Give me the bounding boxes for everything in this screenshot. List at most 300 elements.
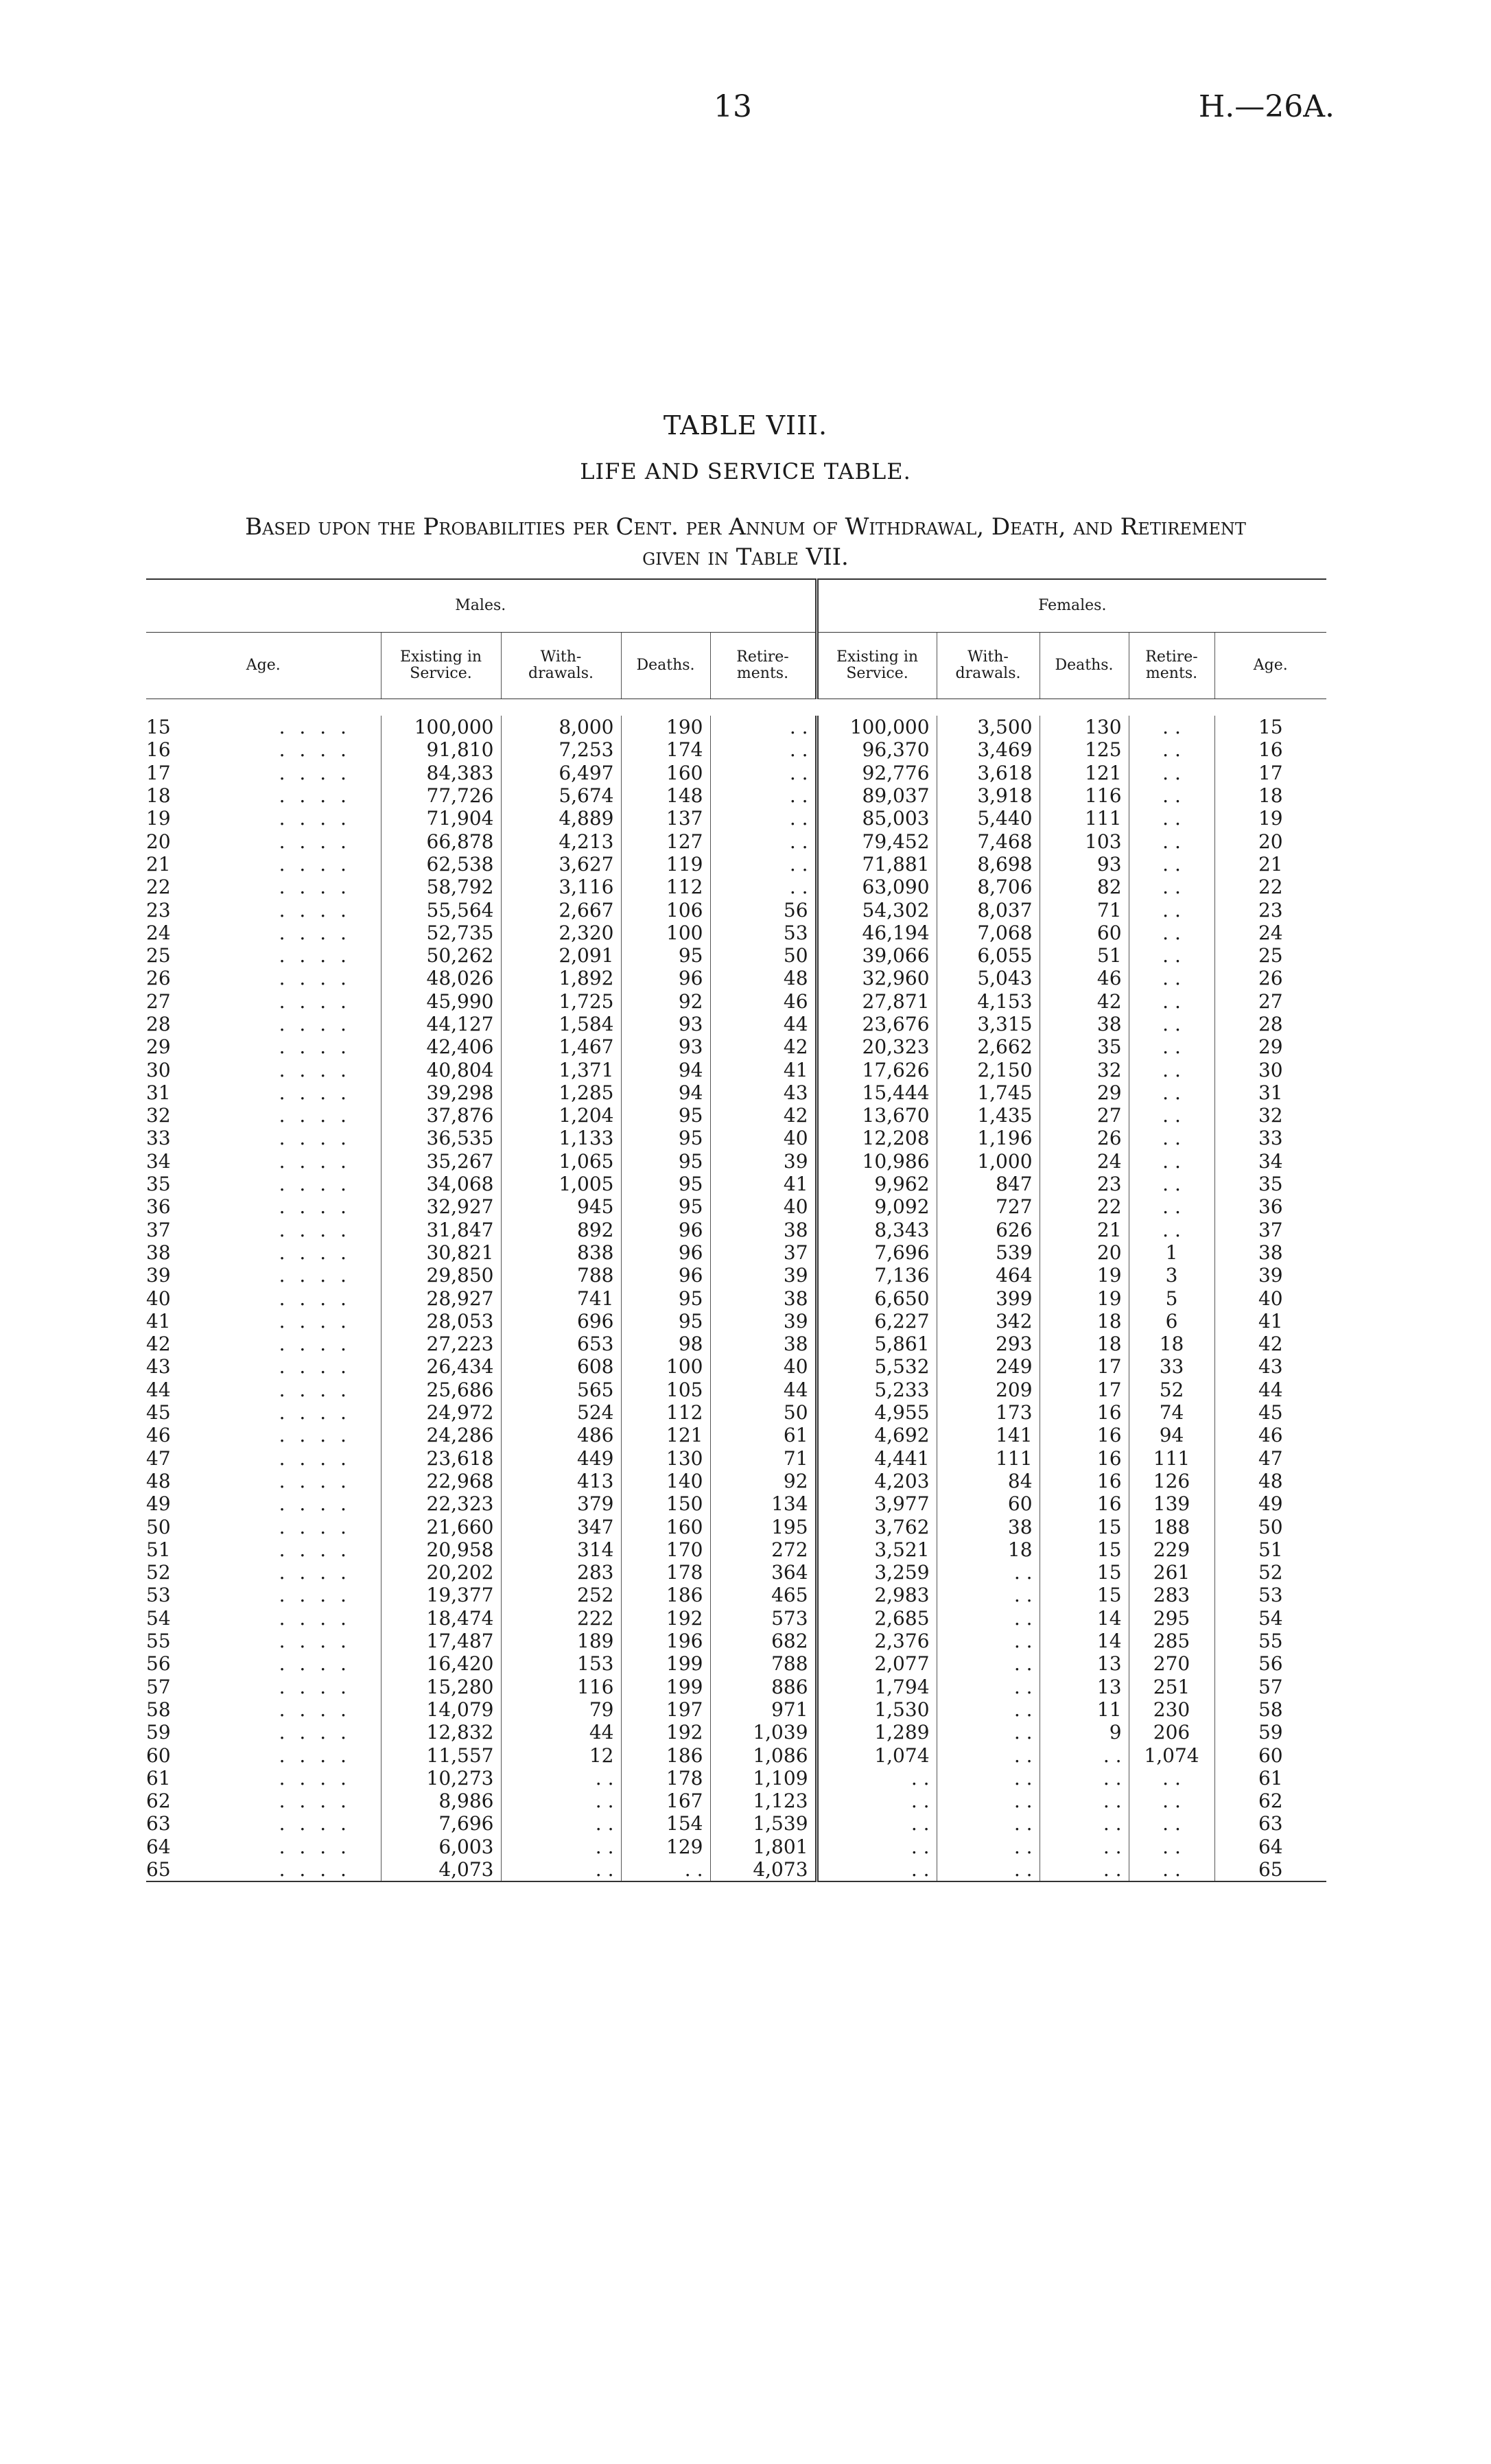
males-withdrawals-cell: 1,005 xyxy=(501,1173,621,1195)
row-age-cell: 34 xyxy=(146,1149,171,1173)
males-withdrawals-cell: 347 xyxy=(501,1515,621,1538)
females-deaths-cell: 103 xyxy=(1040,830,1129,852)
table-row xyxy=(146,1104,1326,1127)
table-row xyxy=(146,1675,1326,1698)
females-retirements-cell: 5 xyxy=(1129,1287,1214,1309)
females-deaths-header: Deaths. xyxy=(1040,633,1129,699)
row-age-cell: 48 xyxy=(146,1469,171,1492)
females-retirements-cell: . . xyxy=(1129,1767,1214,1790)
table-row xyxy=(146,944,1326,967)
table-row xyxy=(146,898,1326,921)
females-existing-cell: 96,370 xyxy=(817,738,937,761)
females-withdrawals-cell: 464 xyxy=(937,1264,1040,1287)
females-existing-cell: 7,136 xyxy=(817,1264,937,1287)
males-deaths-cell: 95 xyxy=(621,1127,710,1149)
row-age-cell: 57 xyxy=(146,1675,171,1698)
males-retirements-cell: 682 xyxy=(710,1630,817,1652)
row-age-cell: 28 xyxy=(146,1013,171,1035)
females-existing-cell: 85,003 xyxy=(817,807,937,830)
males-existing-cell: 36,535 xyxy=(381,1127,501,1149)
males-deaths-cell: 121 xyxy=(621,1424,710,1446)
males-withdrawals-cell: 7,253 xyxy=(501,738,621,761)
females-deaths-cell: 46 xyxy=(1040,967,1129,989)
males-retirements-cell: . . xyxy=(710,807,817,830)
males-withdrawals-cell: 252 xyxy=(501,1584,621,1606)
row-age-cell: 44 xyxy=(146,1378,171,1401)
females-withdrawals-cell: 3,918 xyxy=(937,784,1040,807)
females-deaths-cell: 17 xyxy=(1040,1378,1129,1401)
males-existing-cell: 30,821 xyxy=(381,1241,501,1264)
females-existing-cell: 71,881 xyxy=(817,853,937,876)
males-deaths-cell: 160 xyxy=(621,762,710,784)
males-retirements-cell: 56 xyxy=(710,898,817,921)
row-age-right-cell: 62 xyxy=(1214,1790,1326,1812)
row-leader-dots-cell: . . . . xyxy=(279,944,351,967)
males-withdrawals-cell: 4,889 xyxy=(501,807,621,830)
males-deaths-cell: 93 xyxy=(621,1035,710,1058)
males-retirements-cell: 573 xyxy=(710,1607,817,1630)
males-retirements-cell: . . xyxy=(710,876,817,898)
males-deaths-cell: 140 xyxy=(621,1470,710,1492)
page-number: 13 xyxy=(714,89,752,124)
females-deaths-cell: . . xyxy=(1040,1812,1129,1835)
row-age-cell: 39 xyxy=(146,1264,171,1287)
males-existing-cell: 35,267 xyxy=(381,1150,501,1173)
females-retirements-cell: 1,074 xyxy=(1129,1744,1214,1766)
males-deaths-cell: 95 xyxy=(621,1287,710,1309)
row-leader-dots-cell: . . . . xyxy=(279,1584,351,1607)
females-withdrawals-cell: 141 xyxy=(937,1424,1040,1446)
males-retirements-cell: 39 xyxy=(710,1310,817,1333)
males-existing-cell: 48,026 xyxy=(381,967,501,989)
row-age-right-cell: 65 xyxy=(1214,1858,1326,1881)
females-deaths-cell: 9 xyxy=(1040,1721,1129,1744)
males-withdrawals-cell: 2,091 xyxy=(501,944,621,967)
females-group-header: Females. xyxy=(817,579,1326,633)
females-deaths-cell: 19 xyxy=(1040,1264,1129,1287)
females-existing-cell: 3,521 xyxy=(817,1538,937,1561)
males-deaths-cell: 100 xyxy=(621,922,710,944)
females-retirements-cell: 270 xyxy=(1129,1652,1214,1675)
row-age-cell: 61 xyxy=(146,1766,171,1790)
females-retirements-cell: . . xyxy=(1129,807,1214,830)
row-leader-dots-cell: . . . . xyxy=(279,898,351,922)
row-age-right-cell: 35 xyxy=(1214,1173,1326,1195)
males-retirements-cell: 42 xyxy=(710,1035,817,1058)
females-existing-cell: 1,289 xyxy=(817,1721,937,1744)
row-leader-dots-cell: . . . . xyxy=(279,784,351,808)
row-leader-dots-cell: . . . . xyxy=(279,876,351,899)
females-deaths-cell: 15 xyxy=(1040,1515,1129,1538)
row-age-right-cell: 50 xyxy=(1214,1515,1326,1538)
males-deaths-cell: 186 xyxy=(621,1744,710,1766)
females-retirements-cell: 283 xyxy=(1129,1584,1214,1606)
males-withdrawals-cell: 788 xyxy=(501,1264,621,1287)
row-age-cell: 62 xyxy=(146,1790,171,1813)
table-row xyxy=(146,1447,1326,1470)
females-existing-cell: 32,960 xyxy=(817,967,937,989)
males-withdrawals-cell: 3,116 xyxy=(501,876,621,898)
row-leader-dots-cell: . . . . xyxy=(279,807,351,830)
males-retirements-cell: 364 xyxy=(710,1561,817,1584)
table-description xyxy=(0,512,1491,572)
table-row xyxy=(146,1310,1326,1333)
females-withdrawals-cell: 8,037 xyxy=(937,898,1040,921)
row-age-right-cell: 55 xyxy=(1214,1630,1326,1652)
row-age-right-cell: 22 xyxy=(1214,876,1326,898)
females-deaths-cell: 93 xyxy=(1040,853,1129,876)
row-age-cell: 60 xyxy=(146,1744,171,1767)
females-deaths-cell: 125 xyxy=(1040,738,1129,761)
row-leader-dots-cell: . . . . xyxy=(279,1561,351,1584)
females-existing-cell: 13,670 xyxy=(817,1104,937,1127)
row-leader-dots-cell: . . . . xyxy=(279,1698,351,1721)
row-age-right-cell: 42 xyxy=(1214,1333,1326,1355)
males-deaths-cell: 95 xyxy=(621,1310,710,1333)
females-retirements-cell: 139 xyxy=(1129,1492,1214,1515)
males-withdrawals-cell: 608 xyxy=(501,1355,621,1378)
row-age-cell: 16 xyxy=(146,738,171,762)
females-existing-cell: 8,343 xyxy=(817,1219,937,1241)
row-age-right-cell: 34 xyxy=(1214,1150,1326,1173)
males-existing-cell: 55,564 xyxy=(381,898,501,921)
males-retirements-cell: 465 xyxy=(710,1584,817,1606)
females-deaths-cell: 71 xyxy=(1040,898,1129,921)
males-existing-cell: 84,383 xyxy=(381,762,501,784)
females-existing-cell: 10,986 xyxy=(817,1150,937,1173)
row-age-right-cell: 51 xyxy=(1214,1538,1326,1561)
males-existing-cell: 24,972 xyxy=(381,1401,501,1424)
table-row xyxy=(146,738,1326,761)
males-retirements-cell: 41 xyxy=(710,1173,817,1195)
males-deaths-cell: 95 xyxy=(621,944,710,967)
females-deaths-cell: 130 xyxy=(1040,716,1129,738)
row-leader-dots-cell: . . . . xyxy=(279,921,351,944)
females-existing-cell: 2,685 xyxy=(817,1607,937,1630)
males-withdrawals-cell: 1,725 xyxy=(501,990,621,1013)
row-age-right-cell: 38 xyxy=(1214,1241,1326,1264)
row-age-right-cell: 28 xyxy=(1214,1013,1326,1035)
females-existing-cell: 5,532 xyxy=(817,1355,937,1378)
row-leader-dots-cell: . . . . xyxy=(279,1104,351,1127)
row-age-cell: 30 xyxy=(146,1058,171,1081)
females-existing-cell: . . xyxy=(817,1767,937,1790)
females-retirements-cell: . . xyxy=(1129,716,1214,738)
females-retirements-cell: . . xyxy=(1129,922,1214,944)
females-withdrawals-header: With- drawals. xyxy=(937,633,1040,699)
females-withdrawals-cell: 173 xyxy=(937,1401,1040,1424)
males-withdrawals-cell: 838 xyxy=(501,1241,621,1264)
females-withdrawals-cell: 399 xyxy=(937,1287,1040,1309)
row-leader-dots-cell: . . . . xyxy=(279,989,351,1013)
females-existing-cell: 4,692 xyxy=(817,1424,937,1446)
row-age-right-cell: 58 xyxy=(1214,1698,1326,1721)
males-withdrawals-cell: . . xyxy=(501,1812,621,1835)
males-withdrawals-cell: 1,371 xyxy=(501,1058,621,1081)
females-withdrawals-cell: 3,500 xyxy=(937,716,1040,738)
row-leader-dots-cell: . . . . xyxy=(279,1058,351,1081)
males-withdrawals-cell: 741 xyxy=(501,1287,621,1309)
table-row xyxy=(146,1081,1326,1104)
age-column-header: Age. xyxy=(146,633,381,699)
row-age-right-cell: 44 xyxy=(1214,1378,1326,1401)
males-withdrawals-header: With- drawals. xyxy=(501,633,621,699)
females-deaths-cell: 27 xyxy=(1040,1104,1129,1127)
table-row xyxy=(146,1355,1326,1378)
females-existing-cell: 4,203 xyxy=(817,1470,937,1492)
table-row xyxy=(146,1492,1326,1515)
males-retirements-cell: 48 xyxy=(710,967,817,989)
row-age-cell: 64 xyxy=(146,1835,171,1858)
females-retirements-cell: 295 xyxy=(1129,1607,1214,1630)
males-deaths-cell: 196 xyxy=(621,1630,710,1652)
females-existing-cell: 23,676 xyxy=(817,1013,937,1035)
males-retirements-cell: 61 xyxy=(710,1424,817,1446)
females-deaths-cell: 24 xyxy=(1040,1150,1129,1173)
males-existing-cell: 34,068 xyxy=(381,1173,501,1195)
table-row xyxy=(146,1241,1326,1264)
table-row xyxy=(146,1195,1326,1218)
table-row xyxy=(146,1767,1326,1790)
females-deaths-cell: . . xyxy=(1040,1858,1129,1881)
table-row xyxy=(146,1584,1326,1606)
females-retirements-cell: . . xyxy=(1129,967,1214,989)
males-existing-cell: 27,223 xyxy=(381,1333,501,1355)
row-age-right-cell: 19 xyxy=(1214,807,1326,830)
males-existing-cell: 32,927 xyxy=(381,1195,501,1218)
males-deaths-cell: 130 xyxy=(621,1447,710,1470)
males-existing-cell: 52,735 xyxy=(381,922,501,944)
females-withdrawals-cell: 2,662 xyxy=(937,1035,1040,1058)
females-existing-cell: 5,861 xyxy=(817,1333,937,1355)
males-withdrawals-cell: 3,627 xyxy=(501,853,621,876)
females-retirements-cell: . . xyxy=(1129,944,1214,967)
males-existing-cell: 28,053 xyxy=(381,1310,501,1333)
males-retirements-cell: . . xyxy=(710,784,817,807)
males-existing-cell: 22,323 xyxy=(381,1492,501,1515)
males-retirements-cell: 46 xyxy=(710,990,817,1013)
females-existing-cell: 4,441 xyxy=(817,1447,937,1470)
table-row xyxy=(146,1630,1326,1652)
females-existing-cell: 5,233 xyxy=(817,1378,937,1401)
females-retirements-cell: 206 xyxy=(1129,1721,1214,1744)
row-age-right-cell: 37 xyxy=(1214,1219,1326,1241)
males-existing-cell: 45,990 xyxy=(381,990,501,1013)
row-age-right-cell: 43 xyxy=(1214,1355,1326,1378)
table-row xyxy=(146,1812,1326,1835)
row-leader-dots-cell: . . . . xyxy=(279,967,351,990)
row-age-cell: 37 xyxy=(146,1218,171,1241)
table-row xyxy=(146,967,1326,989)
females-deaths-cell: 16 xyxy=(1040,1470,1129,1492)
males-existing-cell: 23,618 xyxy=(381,1447,501,1470)
females-withdrawals-cell: 3,618 xyxy=(937,762,1040,784)
males-deaths-cell: 192 xyxy=(621,1721,710,1744)
females-deaths-cell: 20 xyxy=(1040,1241,1129,1264)
females-retirements-cell: 52 xyxy=(1129,1378,1214,1401)
females-withdrawals-cell: 7,468 xyxy=(937,830,1040,852)
females-retirements-cell: . . xyxy=(1129,876,1214,898)
females-withdrawals-cell: . . xyxy=(937,1630,1040,1652)
males-withdrawals-cell: 8,000 xyxy=(501,716,621,738)
row-leader-dots-cell: . . . . xyxy=(279,1013,351,1035)
females-existing-cell: 1,074 xyxy=(817,1744,937,1766)
females-deaths-cell: . . xyxy=(1040,1767,1129,1790)
females-existing-cell: 9,092 xyxy=(817,1195,937,1218)
row-age-cell: 55 xyxy=(146,1630,171,1653)
males-deaths-header: Deaths. xyxy=(621,633,710,699)
males-existing-cell: 39,298 xyxy=(381,1081,501,1104)
females-deaths-cell: 15 xyxy=(1040,1538,1129,1561)
females-withdrawals-cell: 84 xyxy=(937,1470,1040,1492)
males-withdrawals-cell: 1,892 xyxy=(501,967,621,989)
females-existing-header: Existing in Service. xyxy=(817,633,937,699)
males-retirements-cell: 1,801 xyxy=(710,1835,817,1858)
males-retirements-cell: . . xyxy=(710,716,817,738)
males-existing-cell: 24,286 xyxy=(381,1424,501,1446)
table-row xyxy=(146,1858,1326,1881)
row-age-cell: 40 xyxy=(146,1287,171,1310)
females-withdrawals-cell: . . xyxy=(937,1698,1040,1721)
males-existing-cell: 12,832 xyxy=(381,1721,501,1744)
females-deaths-cell: 17 xyxy=(1040,1355,1129,1378)
row-age-cell: 65 xyxy=(146,1857,171,1881)
males-deaths-cell: 119 xyxy=(621,853,710,876)
males-retirements-cell: 1,109 xyxy=(710,1767,817,1790)
table-row xyxy=(146,1698,1326,1721)
row-age-right-cell: 18 xyxy=(1214,784,1326,807)
males-deaths-cell: 197 xyxy=(621,1698,710,1721)
table-row xyxy=(146,1652,1326,1675)
females-deaths-cell: 15 xyxy=(1040,1584,1129,1606)
females-retirements-cell: 111 xyxy=(1129,1447,1214,1470)
females-retirements-cell: . . xyxy=(1129,1835,1214,1858)
females-deaths-cell: 121 xyxy=(1040,762,1129,784)
row-age-right-cell: 61 xyxy=(1214,1767,1326,1790)
males-retirements-cell: 971 xyxy=(710,1698,817,1721)
males-retirements-cell: 39 xyxy=(710,1264,817,1287)
males-retirements-cell: 71 xyxy=(710,1447,817,1470)
males-withdrawals-cell: 5,674 xyxy=(501,784,621,807)
males-deaths-cell: 150 xyxy=(621,1492,710,1515)
females-deaths-cell: 29 xyxy=(1040,1081,1129,1104)
row-leader-dots-cell: . . . . xyxy=(279,1149,351,1173)
males-retirements-cell: 50 xyxy=(710,1401,817,1424)
row-age-cell: 33 xyxy=(146,1127,171,1150)
row-age-right-cell: 16 xyxy=(1214,738,1326,761)
males-deaths-cell: . . xyxy=(621,1858,710,1881)
females-existing-cell: . . xyxy=(817,1790,937,1812)
females-retirements-cell: 33 xyxy=(1129,1355,1214,1378)
females-withdrawals-cell: 1,435 xyxy=(937,1104,1040,1127)
males-retirements-cell: 38 xyxy=(710,1287,817,1309)
females-existing-cell: 54,302 xyxy=(817,898,937,921)
females-existing-cell: 39,066 xyxy=(817,944,937,967)
females-retirements-cell: 261 xyxy=(1129,1561,1214,1584)
females-deaths-cell: 13 xyxy=(1040,1675,1129,1698)
table-row xyxy=(146,853,1326,876)
females-retirements-cell: . . xyxy=(1129,1219,1214,1241)
table-body xyxy=(146,716,1326,1881)
row-age-right-cell: 15 xyxy=(1214,716,1326,738)
females-retirements-cell: . . xyxy=(1129,1058,1214,1081)
females-deaths-cell: 13 xyxy=(1040,1652,1129,1675)
row-leader-dots-cell: . . . . xyxy=(279,1355,351,1378)
females-deaths-cell: 38 xyxy=(1040,1013,1129,1035)
row-age-cell: 24 xyxy=(146,921,171,944)
row-age-cell: 47 xyxy=(146,1446,171,1470)
row-leader-dots-cell: . . . . xyxy=(279,1492,351,1516)
females-withdrawals-cell: 5,440 xyxy=(937,807,1040,830)
females-retirements-header: Retire- ments. xyxy=(1129,633,1214,699)
row-leader-dots-cell: . . . . xyxy=(279,1035,351,1059)
row-leader-dots-cell: . . . . xyxy=(279,1515,351,1538)
males-withdrawals-cell: 945 xyxy=(501,1195,621,1218)
females-withdrawals-cell: . . xyxy=(937,1584,1040,1606)
females-withdrawals-cell: 249 xyxy=(937,1355,1040,1378)
table-row xyxy=(146,1790,1326,1812)
females-withdrawals-cell: 293 xyxy=(937,1333,1040,1355)
females-retirements-cell: . . xyxy=(1129,1195,1214,1218)
males-deaths-cell: 127 xyxy=(621,830,710,852)
males-deaths-cell: 137 xyxy=(621,807,710,830)
males-deaths-cell: 94 xyxy=(621,1058,710,1081)
row-leader-dots-cell: . . . . xyxy=(279,1195,351,1219)
females-retirements-cell: 74 xyxy=(1129,1401,1214,1424)
table-row xyxy=(146,1744,1326,1766)
row-age-cell: 52 xyxy=(146,1561,171,1584)
row-age-cell: 56 xyxy=(146,1652,171,1676)
males-existing-cell: 18,474 xyxy=(381,1607,501,1630)
males-retirements-cell: 40 xyxy=(710,1127,817,1149)
row-leader-dots-cell: . . . . xyxy=(279,1378,351,1401)
males-retirements-cell: 1,539 xyxy=(710,1812,817,1835)
males-deaths-cell: 178 xyxy=(621,1561,710,1584)
females-withdrawals-cell: . . xyxy=(937,1790,1040,1812)
males-withdrawals-cell: 314 xyxy=(501,1538,621,1561)
males-retirements-cell: 1,123 xyxy=(710,1790,817,1812)
females-withdrawals-cell: 3,315 xyxy=(937,1013,1040,1035)
males-retirements-cell: 38 xyxy=(710,1333,817,1355)
females-withdrawals-cell: 111 xyxy=(937,1447,1040,1470)
males-retirements-cell: 195 xyxy=(710,1515,817,1538)
females-withdrawals-cell: . . xyxy=(937,1607,1040,1630)
females-retirements-cell: . . xyxy=(1129,1035,1214,1058)
males-deaths-cell: 105 xyxy=(621,1378,710,1401)
females-retirements-cell: . . xyxy=(1129,1150,1214,1173)
females-withdrawals-cell: 5,043 xyxy=(937,967,1040,989)
females-existing-cell: 2,376 xyxy=(817,1630,937,1652)
row-leader-dots-cell: . . . . xyxy=(279,1835,351,1858)
males-retirements-header: Retire- ments. xyxy=(710,633,817,699)
males-withdrawals-cell: 1,467 xyxy=(501,1035,621,1058)
row-age-cell: 43 xyxy=(146,1355,171,1378)
row-age-right-cell: 36 xyxy=(1214,1195,1326,1218)
males-deaths-cell: 94 xyxy=(621,1081,710,1104)
males-deaths-cell: 199 xyxy=(621,1652,710,1675)
males-deaths-cell: 148 xyxy=(621,784,710,807)
males-group-header: Males. xyxy=(146,579,817,633)
females-retirements-cell: 285 xyxy=(1129,1630,1214,1652)
table-row xyxy=(146,1219,1326,1241)
males-withdrawals-cell: 1,584 xyxy=(501,1013,621,1035)
row-leader-dots-cell: . . . . xyxy=(279,716,351,739)
females-retirements-cell: . . xyxy=(1129,830,1214,852)
row-leader-dots-cell: . . . . xyxy=(279,1287,351,1310)
males-existing-cell: 50,262 xyxy=(381,944,501,967)
males-existing-cell: 91,810 xyxy=(381,738,501,761)
males-deaths-cell: 98 xyxy=(621,1333,710,1355)
